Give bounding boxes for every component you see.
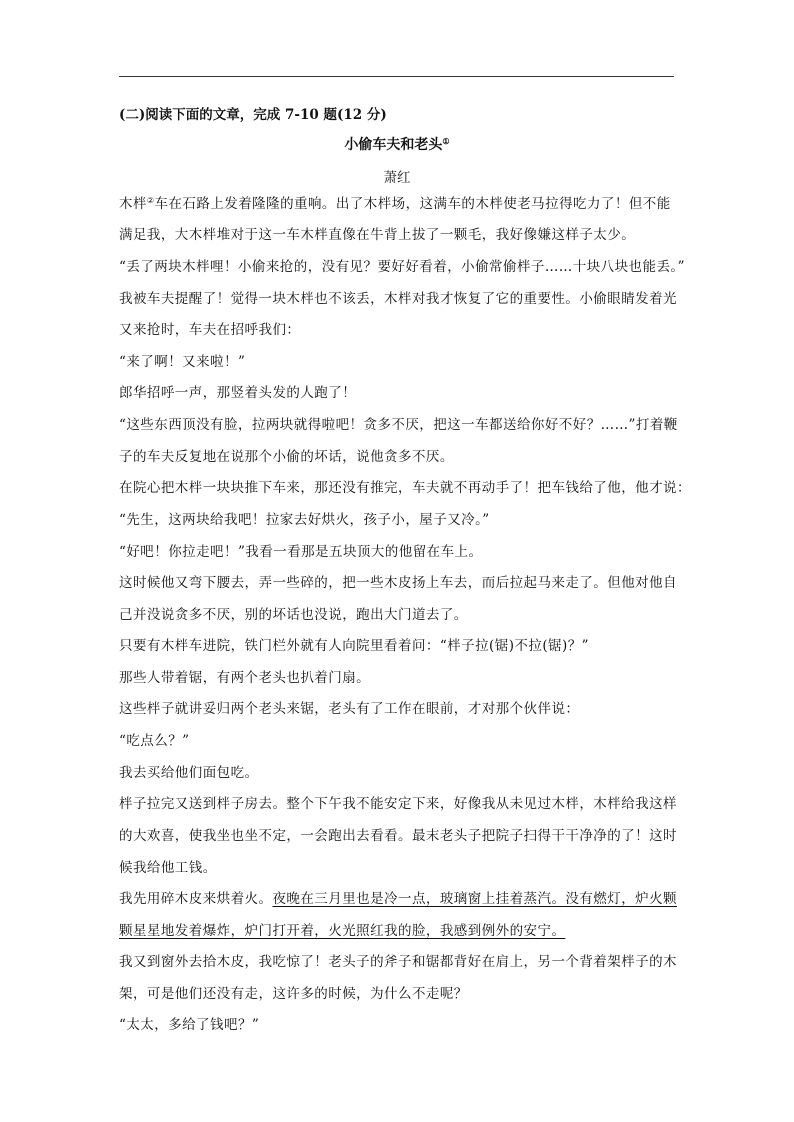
title-footnote-mark: ① — [442, 136, 450, 146]
text-run: 车在石路上发着隆隆的重响。出了木柈场，这满车的木柈使老马拉得吃力了！但不能 — [154, 196, 671, 212]
text-run: “来了啊！又来啦！” — [119, 354, 246, 370]
text-run: 在院心把木柈一块块推下车来，那还没有推完，车夫就不再动手了！把车钱给了他，他才说： — [119, 480, 691, 496]
footnote-mark: ② — [146, 196, 155, 205]
text-run: 这时候他又弯下腰去，弄一些碎的，把一些木皮扬上车去，而后拉起马来走了。但他对他自 — [119, 575, 677, 591]
text-line — [119, 479, 691, 497]
text-line — [119, 226, 679, 244]
text-line — [119, 985, 679, 1003]
text-run: “这些东西顶没有脸，拉两块就得啦吧！贪多不厌，把这一车都送给你好不好？……”打着鞭 — [119, 417, 678, 433]
text-run: 这些柈子就讲妥归两个老头来锯，老头有了工作在眼前，才对那个伙伴说： — [119, 701, 580, 717]
text-run: 木柈 — [119, 196, 147, 212]
text-run: 候我给他工钱。 — [119, 860, 217, 876]
text-line — [119, 827, 679, 845]
text-line — [119, 795, 679, 813]
text-run: 郎华招呼一声，那竖着头发的人跑了！ — [119, 385, 357, 401]
text-run: “好吧！你拉走吧！”我看一看那是五块顶大的他留在车上。 — [119, 544, 483, 560]
text-run: 架，可是他们还没有走，这许多的时候，为什么不走呢？ — [119, 986, 468, 1002]
text-line — [119, 953, 679, 971]
text-line — [119, 606, 679, 624]
text-run: “吃点么？” — [119, 733, 190, 749]
text-line — [119, 637, 679, 655]
header-rule — [119, 76, 674, 77]
text-line — [119, 384, 679, 402]
section-heading: (二)阅读下面的文章，完成 7-10 题(12 分) — [119, 107, 387, 123]
text-line — [119, 669, 679, 687]
text-run: 我去买给他们面包吃。 — [119, 765, 259, 781]
text-run: 我又到窗外去拾木皮，我吃惊了！老头子的斧子和锯都背好在肩上，另一个背着架柈子的木 — [119, 954, 677, 970]
text-run: 的大欢喜，使我坐也坐不定，一会跑出去看看。最末老头子把院子扫得干干净净的了！这时 — [119, 828, 677, 844]
text-run: “丢了两块木柈哩！小偷来抢的，没有见？要好好看着，小偷常偷柈子……十块八块也能丢。” — [119, 259, 685, 275]
text-run: “先生，这两块给我吧！拉家去好烘火，孩子小，屋子又冷。” — [119, 512, 490, 528]
text-run: 我被车夫提醒了！觉得一块木柈也不该丢，木柈对我才恢复了它的重要性。小偷眼睛发着光 — [119, 291, 677, 307]
article-author: 萧红 — [383, 170, 411, 186]
text-line — [119, 321, 679, 339]
text-line — [119, 448, 679, 466]
text-run: 又来抢时，车夫在招呼我们： — [119, 322, 301, 338]
text-line — [119, 258, 685, 276]
text-run: 子的车夫反复地在说那个小偷的坏话，说他贪多不厌。 — [119, 449, 454, 465]
text-line — [119, 764, 679, 782]
text-line — [119, 511, 679, 529]
text-line — [119, 700, 679, 718]
text-run: 满足我，大木柈堆对于这一车木柈直像在牛背上拔了一颗毛，我好像嫌这样子太少。 — [119, 227, 636, 243]
text-line — [119, 1016, 679, 1034]
text-line — [119, 574, 679, 592]
text-line — [119, 922, 679, 940]
text-line — [119, 732, 679, 750]
underlined-sentence: 颗星星地发着爆炸，炉门打开着，火光照红我的脸，我感到例外的安宁。 — [119, 923, 566, 939]
text-line — [119, 859, 679, 877]
text-line — [119, 195, 679, 213]
text-run: 那些人带着锯，有两个老头也扒着门扇。 — [119, 670, 371, 686]
text-run: “太太，多给了钱吧？” — [119, 1017, 260, 1033]
article-title-text: 小偷车夫和老头 — [344, 137, 443, 153]
underlined-sentence: 夜晚在三月里也是冷一点，玻璃窗上挂着蒸汽。没有燃灯，炉火颗 — [272, 891, 678, 907]
text-run: 柈子拉完又送到柈子房去。整个下午我不能安定下来，好像我从未见过木柈，木柈给我这样 — [119, 796, 677, 812]
text-line — [119, 890, 679, 908]
text-line — [119, 290, 679, 308]
text-run: 己并没说贪多不厌，别的坏话也没说，跑出大门道去了。 — [119, 607, 468, 623]
text-line — [119, 416, 679, 434]
text-line — [119, 543, 679, 561]
text-line — [119, 353, 679, 371]
article-title — [0, 134, 794, 154]
text-run: 只要有木柈车进院，铁门栏外就有人向院里看着问：“柈子拉(锯)不拉(锯)？” — [119, 638, 590, 654]
text-run: 我先用碎木皮来烘着火。 — [119, 891, 273, 907]
